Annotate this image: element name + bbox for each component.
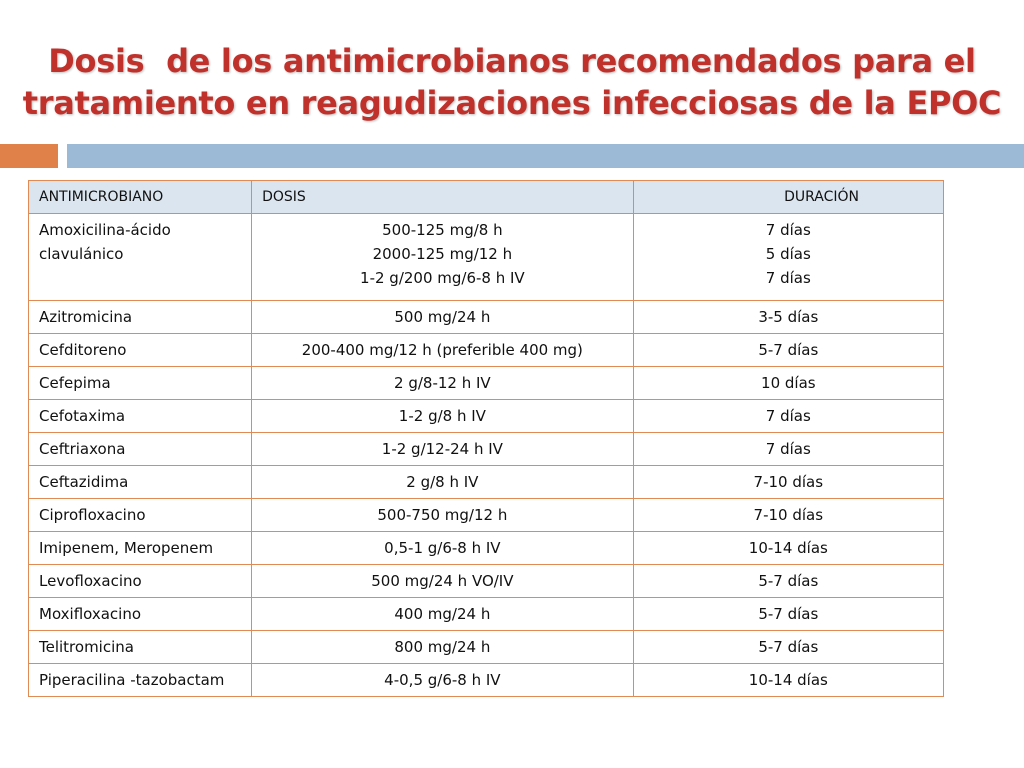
table-row: [29, 466, 944, 499]
cell-line: clavulánico: [39, 245, 124, 263]
cell-dosis: 1-2 g/8 h IV: [252, 400, 634, 433]
cell-antimicrobiano: Moxifloxacino: [29, 598, 252, 631]
cell-antimicrobiano: Telitromicina: [29, 631, 252, 664]
header-dosis: DOSIS: [252, 181, 634, 214]
slide-title: [20, 40, 1004, 124]
cell-antimicrobiano: Levofloxacino: [29, 565, 252, 598]
cell-antimicrobiano: Azitromicina: [29, 301, 252, 334]
cell-antimicrobiano: Piperacilina -tazobactam: [29, 664, 252, 697]
table-row: [29, 367, 944, 400]
cell-antimicrobiano: Ceftazidima: [29, 466, 252, 499]
table-row: [29, 400, 944, 433]
accent-bar-orange: [0, 144, 58, 168]
cell-duracion: 3-5 días: [633, 301, 943, 334]
cell-dosis: 1-2 g/12-24 h IV: [252, 433, 634, 466]
table-row: [29, 301, 944, 334]
table-row: [29, 565, 944, 598]
cell-dosis: 500 mg/24 h VO/IV: [252, 565, 634, 598]
cell-antimicrobiano: Ciprofloxacino: [29, 499, 252, 532]
header-duracion: DURACIÓN: [633, 181, 943, 214]
table-header-row: [29, 181, 944, 214]
table-row: [29, 631, 944, 664]
cell-line: Amoxicilina-ácido: [39, 221, 171, 239]
cell-dosis: 500 mg/24 h: [252, 301, 634, 334]
dosage-table: [28, 180, 944, 697]
cell-duracion: 5-7 días: [633, 598, 943, 631]
cell-dosis: [252, 214, 634, 301]
cell-dosis: 2 g/8-12 h IV: [252, 367, 634, 400]
cell-antimicrobiano: Imipenem, Meropenem: [29, 532, 252, 565]
cell-dosis: 2 g/8 h IV: [252, 466, 634, 499]
cell-dosis: 400 mg/24 h: [252, 598, 634, 631]
cell-duracion: 7 días: [633, 433, 943, 466]
cell-duracion: 5-7 días: [633, 334, 943, 367]
cell-duracion: 10-14 días: [633, 532, 943, 565]
table-row: [29, 598, 944, 631]
cell-duracion: 5-7 días: [633, 631, 943, 664]
cell-antimicrobiano: Cefepima: [29, 367, 252, 400]
cell-dosis: 0,5-1 g/6-8 h IV: [252, 532, 634, 565]
table-row: [29, 499, 944, 532]
cell-line: 7 días: [765, 269, 811, 287]
header-antimicrobiano: ANTIMICROBIANO: [29, 181, 252, 214]
cell-duracion: 10-14 días: [633, 664, 943, 697]
cell-antimicrobiano: [29, 214, 252, 301]
accent-bar-blue: [67, 144, 1024, 168]
cell-dosis: 200-400 mg/12 h (preferible 400 mg): [252, 334, 634, 367]
cell-dosis: 4-0,5 g/6-8 h IV: [252, 664, 634, 697]
cell-line: 1-2 g/200 mg/6-8 h IV: [360, 269, 525, 287]
slide-title-line-2: tratamiento en reagudizaciones infecciosas de la EPOC: [22, 84, 1002, 122]
slide-title-line-1: Dosis de los antimicrobianos recomendados para el: [48, 42, 976, 80]
cell-antimicrobiano: Cefotaxima: [29, 400, 252, 433]
cell-line: 500-125 mg/8 h: [382, 221, 503, 239]
cell-line: 5 días: [765, 245, 811, 263]
cell-line: 7 días: [765, 221, 811, 239]
cell-duracion: 7-10 días: [633, 499, 943, 532]
cell-duracion: 7 días: [633, 400, 943, 433]
cell-line: 2000-125 mg/12 h: [372, 245, 513, 263]
cell-duracion: 5-7 días: [633, 565, 943, 598]
table-row: [29, 214, 944, 301]
cell-duracion: [633, 214, 943, 301]
table-row: [29, 664, 944, 697]
cell-duracion: 10 días: [633, 367, 943, 400]
cell-antimicrobiano: Ceftriaxona: [29, 433, 252, 466]
cell-dosis: 500-750 mg/12 h: [252, 499, 634, 532]
cell-dosis: 800 mg/24 h: [252, 631, 634, 664]
cell-antimicrobiano: Cefditoreno: [29, 334, 252, 367]
table-row: [29, 334, 944, 367]
table-row: [29, 433, 944, 466]
table-row: [29, 532, 944, 565]
cell-duracion: 7-10 días: [633, 466, 943, 499]
